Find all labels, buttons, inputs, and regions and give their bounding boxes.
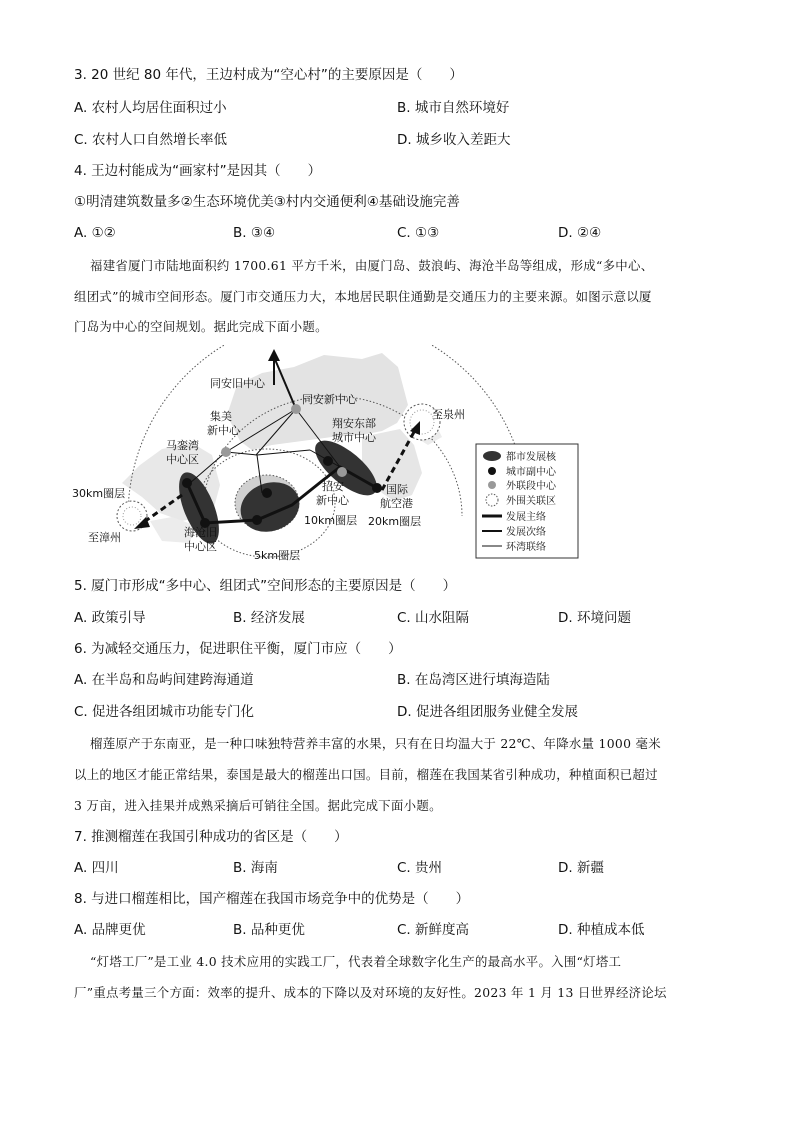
legend-outer-area: 外围关联区: [506, 496, 556, 507]
question-3-option-a: A. 农村人均居住面积过小: [74, 100, 227, 116]
passage-2-line-2: 以上的地区才能正常结果，泰国是最大的榴莲出口国。目前，榴莲在我国某省引种成功，种植面积已超过: [74, 767, 658, 782]
label-to-zhangzhou: 至漳州: [88, 531, 121, 544]
question-5-option-a: A. 政策引导: [74, 610, 146, 626]
label-zhaoan-2: 新中心: [316, 494, 349, 507]
question-3-stem: 3. 20 世纪 80 年代，王边村成为“空心村”的主要原因是（ ）: [74, 67, 463, 83]
label-ring-10km: 10km圈层: [304, 514, 358, 527]
subcenter-maluan: [182, 478, 192, 488]
label-maluan-1: 马銮湾: [166, 439, 199, 452]
label-jimei-2: 新中心: [207, 424, 240, 437]
legend-ext-center: 外联段中心: [506, 481, 556, 492]
label-xiangan-2: 城市中心: [332, 431, 376, 444]
question-8-stem: 8. 与进口榴莲相比，国产榴莲在我国市场竞争中的优势是（ ）: [74, 891, 470, 907]
label-jimei-1: 集美: [210, 410, 232, 423]
question-3-option-c: C. 农村人口自然增长率低: [74, 132, 228, 148]
legend-subcenter: 城市副中心: [506, 467, 556, 478]
ext-center-zhaoan: [337, 467, 347, 477]
label-ring-30km: 30km圈层: [72, 487, 126, 500]
label-tongan-new: 同安新中心: [302, 393, 357, 406]
question-6-option-b: B. 在岛湾区进行填海造陆: [397, 672, 550, 688]
passage-1-line-3: 门岛为中心的空间规划。据此完成下面小题。: [74, 319, 328, 334]
passage-2-line-3: 3 万亩，进入挂果并成熟采摘后可销往全国。据此完成下面小题。: [74, 798, 442, 813]
question-6-option-d: D. 促进各组团服务业健全发展: [397, 704, 578, 720]
question-3-option-b: B. 城市自然环境好: [397, 100, 510, 116]
question-7-option-b: B. 海南: [233, 860, 278, 876]
legend-swatch-ext-center: [488, 481, 496, 489]
label-zhaoan-1: 招安: [322, 480, 344, 493]
label-ring-20km: 20km圈层: [368, 515, 422, 528]
question-8-option-b: B. 品种更优: [233, 922, 305, 938]
passage-3-line-2: 厂”重点考量三个方面：效率的提升、成本的下降以及对环境的友好性。2023 年 1 月 13 日世界经济论坛: [74, 985, 667, 1000]
question-4-stem: 4. 王边村能成为“画家村”是因其（ ）: [74, 163, 322, 179]
question-5-option-b: B. 经济发展: [233, 610, 305, 626]
question-6-option-a: A. 在半岛和岛屿间建跨海通道: [74, 672, 254, 688]
legend-secondary-link: 发展次络: [506, 527, 546, 538]
question-5-option-d: D. 环境问题: [558, 610, 631, 626]
ext-center-jimei: [221, 447, 231, 457]
legend-swatch-outer-area: [486, 494, 498, 506]
label-xiangan-1: 翔安东部: [332, 417, 376, 430]
question-6-option-c: C. 促进各组团城市功能专门化: [74, 704, 255, 720]
question-5-stem: 5. 厦门市形成“多中心、组团式”空间形态的主要原因是（ ）: [74, 578, 457, 594]
label-haicang-2: 中心区: [184, 540, 217, 553]
xiamen-spatial-plan-map: [62, 345, 582, 570]
label-haicang-1: 海沧旧: [184, 526, 217, 539]
map-legend: [476, 444, 578, 558]
label-tongan-old: 同安旧中心: [210, 377, 265, 390]
passage-3-line-1: “灯塔工厂”是工业 4.0 技术应用的实践工厂，代表着全球数字化生产的最高水平。入围“灯塔工: [90, 954, 622, 969]
subcenter-airport: [372, 483, 382, 493]
passage-1-line-2: 组团式”的城市空间形态。厦门市交通压力大，本地居民职住通勤是交通压力的主要来源。如图示意以厦: [74, 289, 652, 304]
legend-swatch-subcenter: [488, 467, 496, 475]
label-maluan-2: 中心区: [166, 453, 199, 466]
legend-swatch-core: [483, 451, 501, 461]
question-4-option-a: A. ①②: [74, 225, 116, 241]
subcenter-island-2: [262, 488, 272, 498]
label-to-quanzhou: 至泉州: [432, 408, 465, 421]
arrow-head-north: [268, 349, 280, 361]
question-8-option-a: A. 品牌更优: [74, 922, 146, 938]
question-4-option-b: B. ③④: [233, 225, 276, 241]
question-5-option-c: C. 山水阻隔: [397, 610, 470, 626]
question-6-stem: 6. 为减轻交通压力，促进职住平衡，厦门市应（ ）: [74, 641, 402, 657]
legend-main-link: 发展主络: [506, 512, 546, 523]
label-airport-2: 航空港: [380, 497, 413, 510]
question-8-option-d: D. 种植成本低: [558, 922, 645, 938]
question-7-stem: 7. 推测榴莲在我国引种成功的省区是（ ）: [74, 829, 348, 845]
ext-center-tongan: [291, 404, 301, 414]
passage-1-line-1: 福建省厦门市陆地面积约 1700.61 平方千米，由厦门岛、鼓浪屿、海沧半岛等组成，形成“多中心、: [90, 258, 654, 273]
question-4-option-d: D. ②④: [558, 225, 602, 241]
subcenter-xiangan: [323, 456, 333, 466]
question-7-option-a: A. 四川: [74, 860, 119, 876]
question-4-option-c: C. ①③: [397, 225, 440, 241]
legend-core: 都市发展核: [506, 452, 556, 463]
legend-bay-link: 环湾联络: [506, 542, 546, 553]
question-7-option-c: C. 贵州: [397, 860, 443, 876]
label-ring-5km: 5km圈层: [254, 549, 301, 562]
question-4-choices: ①明清建筑数量多②生态环境优美③村内交通便利④基础设施完善: [74, 194, 460, 210]
subcenter-island-1: [252, 515, 262, 525]
question-8-option-c: C. 新鲜度高: [397, 922, 470, 938]
passage-2-line-1: 榴莲原产于东南亚，是一种口味独特营养丰富的水果，只有在日均温大于 22℃、年降水量 1000 毫米: [90, 736, 661, 751]
label-airport-1: 国际: [386, 483, 408, 496]
question-3-option-d: D. 城乡收入差距大: [397, 132, 511, 148]
question-7-option-d: D. 新疆: [558, 860, 604, 876]
